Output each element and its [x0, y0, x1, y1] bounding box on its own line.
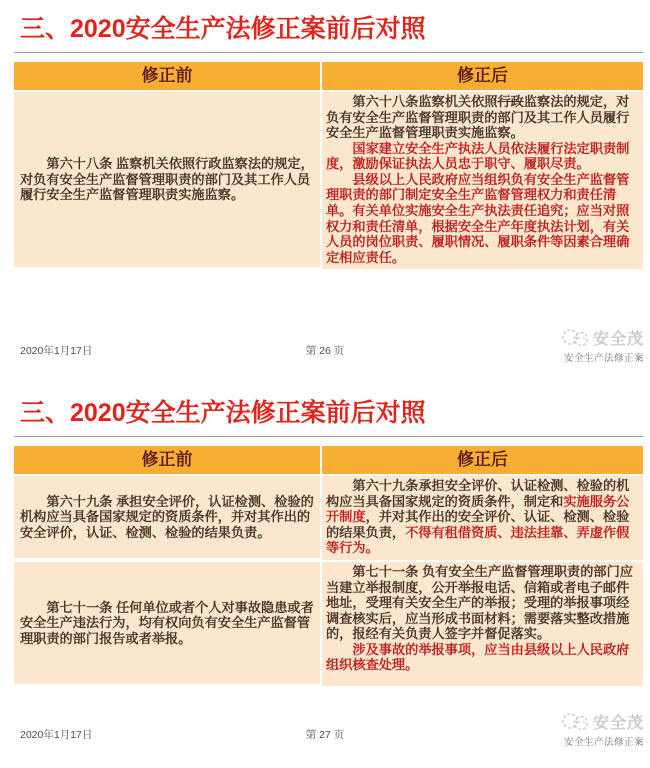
- paragraph-added: 涉及事故的举报事项，应当由县级以上人民政府组织核查处理。: [326, 641, 630, 673]
- cell-before-article-71: [14, 562, 320, 684]
- cell-after-article-69: [322, 476, 643, 560]
- paragraph-added: 县级以上人民政府应当组织负有安全生产监督管理职责的部门制定安全生产监督管理权力和责任清单。有关单位实施安全生产执法责任追究；应当对照权力和责任清单，根据安全生产年度执法计划，有关人员的岗位职责、履职情况、履职条件等因素合理确定相应责任。: [326, 171, 630, 265]
- comparison-table: [14, 446, 643, 686]
- column-header-after: 修正后: [322, 62, 643, 90]
- footer-date: 2020年1月17日: [20, 729, 93, 741]
- paragraph: 第六十八条 监察机关依照行政监察法的规定，对负有安全生产监督管理职责的部门及其工作人员履行安全生产监督管理职责实施监察。: [20, 156, 314, 203]
- watermark: [561, 328, 644, 364]
- paragraph: [326, 478, 639, 556]
- slide-title: 三、2020安全生产法修正案前后对照: [20, 399, 426, 427]
- added-text: 实施服务公开制度: [326, 493, 630, 525]
- paragraph: 第六十九条 承担安全评价，认证检测、检验的机构应当具备国家规定的资质条件，并对其作出的安全评价，认证、检测、检验的结果负责。: [20, 493, 314, 540]
- watermark: [561, 712, 644, 748]
- slide-title: 三、2020安全生产法修正案前后对照: [20, 15, 426, 43]
- cell-before-article-69: [14, 476, 320, 558]
- title-divider: [14, 52, 643, 53]
- column-header-after: 修正后: [322, 446, 643, 474]
- slide-page-27: [0, 384, 650, 768]
- text-segment: 第六十八条监察机关依照: [352, 94, 498, 109]
- cell-after-article-71: [322, 562, 643, 686]
- paragraph: 第七十一条 负有安全生产监督管理职责的部门应当建立举报制度，公开举报电话、信箱或者电子邮件地址，受理有关安全生产的举报；受理的举报事项经调查核实后，应当形成书面材料；需要落实整改措施的，报经有关负责人签字并督促落实。: [326, 564, 633, 642]
- paragraph-added: 国家建立安全生产执法人员依法履行法定职责制度，激励保证执法人员忠于职守、履职尽责。: [326, 140, 630, 172]
- watermark-subtitle: 安全生产法修正案: [563, 736, 644, 748]
- paragraph: 第七十一条 任何单位或者个人对事故隐患或者安全生产违法行为，均有权向负有安全生产监督管理职责的部门报告或者举报。: [20, 599, 314, 646]
- deleted-text: 行政: [497, 94, 524, 109]
- comparison-table: [14, 62, 643, 269]
- text-segment: 第六十九条承担安全评价、认证检测、检验的机构应当具备国家规定的资质条件，制定和: [326, 478, 630, 509]
- paragraph: [326, 94, 639, 141]
- watermark-logo-icon: [561, 712, 591, 737]
- column-header-before: 修正前: [14, 62, 320, 90]
- cell-before-article-68: [14, 92, 320, 267]
- text-segment: 监察法的规定，对负有安全生产监督管理职责的部门及其工作人员履行安全生产监督管理职责实施监察。: [326, 94, 630, 141]
- watermark-logo-icon: [561, 328, 591, 353]
- footer-page-number: 第 27 页: [305, 729, 345, 741]
- footer-date: 2020年1月17日: [20, 345, 93, 357]
- watermark-subtitle: 安全生产法修正案: [563, 352, 644, 364]
- cell-after-article-68: [322, 92, 643, 269]
- title-divider: [14, 436, 643, 437]
- text-segment: ，并对其作出的安全评价、认证、检测、检验的结果负责，: [326, 509, 630, 540]
- column-header-before: 修正前: [14, 446, 320, 474]
- watermark-brand: 安全茂: [592, 715, 644, 733]
- added-text: 不得有租借资质、违法挂靠、弄虚作假等行为。: [326, 524, 630, 556]
- footer-page-number: 第 26 页: [305, 345, 345, 357]
- watermark-brand: 安全茂: [592, 331, 644, 349]
